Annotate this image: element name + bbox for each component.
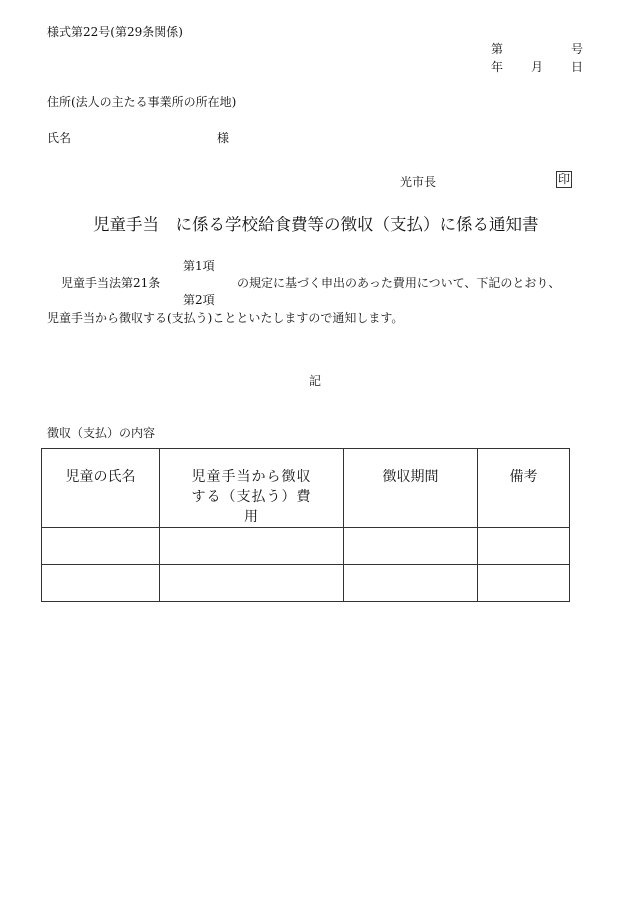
cell-fee	[160, 528, 344, 565]
table-header-row	[42, 449, 570, 528]
body-line-2: 児童手当から徴収する(支払う)ことといたしますので通知します。	[47, 311, 404, 325]
form-label: 様式第22号(第29条関係)	[47, 25, 183, 39]
cell-fee	[160, 565, 344, 602]
header-fee: 児童手当から徴収する（支払う）費用	[160, 449, 344, 528]
header-period: 徴収期間	[344, 449, 478, 528]
table-row	[42, 565, 570, 602]
cell-remarks	[478, 528, 570, 565]
date-month: 月	[531, 60, 544, 74]
law-reference: 児童手当法第21条	[61, 276, 161, 290]
issuer: 光市長	[400, 175, 437, 189]
cell-period	[344, 565, 478, 602]
number-suffix: 号	[571, 42, 584, 56]
cell-remarks	[478, 565, 570, 602]
seal-mark: 印	[558, 172, 571, 186]
honorific: 様	[217, 131, 230, 145]
clause-1: 第1項	[183, 259, 215, 273]
clause-2: 第2項	[183, 293, 215, 307]
number-prefix: 第	[491, 42, 504, 56]
cell-period	[344, 528, 478, 565]
cell-child-name	[42, 528, 160, 565]
header-remarks: 備考	[478, 449, 570, 528]
name-label: 氏名	[47, 131, 72, 145]
address-label: 住所(法人の主たる事業所の所在地)	[47, 95, 237, 109]
cell-child-name	[42, 565, 160, 602]
table-row	[42, 528, 570, 565]
body-line-1: の規定に基づく申出のあった費用について、下記のとおり、	[237, 276, 561, 290]
date-year: 年	[491, 60, 504, 74]
section-label: 徴収（支払）の内容	[47, 426, 156, 440]
date-day: 日	[571, 60, 584, 74]
header-child-name: 児童の氏名	[42, 449, 160, 528]
collection-table	[41, 448, 570, 602]
document-title: 児童手当 に係る学校給食費等の徴収（支払）に係る通知書	[93, 215, 539, 234]
ki-heading: 記	[309, 374, 322, 388]
